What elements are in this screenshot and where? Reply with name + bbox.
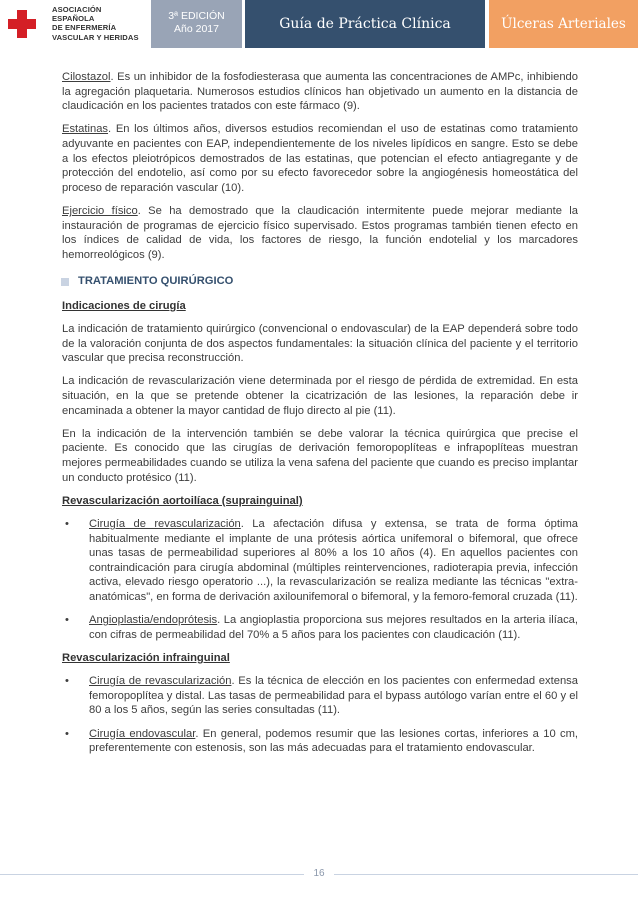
list-item	[62, 674, 578, 718]
list-item	[62, 517, 578, 605]
bullet-icon: •	[65, 518, 69, 530]
list-text: . En general, podemos resumir que las lesiones cortas, inferiores a 10 cm, preferentemente con estenosis, son las más adecuadas para el tratamiento endovascular.	[89, 727, 579, 755]
logo-line: ASOCIACIÓN	[52, 5, 102, 14]
paragraph-ejercicio	[62, 204, 578, 262]
list-item	[62, 727, 578, 756]
paragraph-text: . Se ha demostrado que la claudicación intermitente puede mejorar mediante la instauración de programas de ejercicio físico supervisado. Estos programas también tienen efecto en los índices de calidad de vida, los factores de riesgo, la función endotelial y los marcadores hemorreológicos (9).	[62, 204, 578, 261]
indications-heading: Indicaciones de cirugía	[62, 299, 186, 312]
square-bullet-icon	[61, 278, 69, 286]
logo-line: DE ENFERMERÍA	[52, 23, 117, 33]
term-estatinas: Estatinas	[62, 123, 109, 136]
list-text: . La angioplastia proporciona sus mejores resultados en la arteria ilíaca, con cifras de permeabilidad del 70% a 5 años para los pacientes con claudicación (11).	[89, 614, 578, 641]
edition-label: 3ª EDICIÓN	[168, 10, 225, 22]
paragraph-estatinas	[62, 122, 578, 195]
indications-paragraph: La indicación de revascularización viene determinada por el riesgo de pérdida de extremidad. En esta situación, en la que se pretende obtener la cicatrización de las lesiones, la reparación debe ir encaminada a obtener la mayor cantidad de flujo directo al pie (11).	[62, 375, 578, 417]
logo-line: VASCULAR Y HERIDAS	[52, 32, 139, 42]
page-content	[62, 70, 578, 764]
bullet-icon: •	[65, 727, 69, 740]
list-text: . Es la técnica de elección en los pacientes con enfermedad extensa femoropoplítea y distal. Las tasas de permeabilidad para el bypass autólogo varían entre el 60 y el 80 a los 5 años, según las series consultadas (11).	[89, 675, 578, 717]
list-term: Cirugía de revascularización	[89, 518, 241, 530]
section-title: TRATAMIENTO QUIRÚRGICO	[78, 275, 234, 288]
logo-line: ESPAÑOLA	[52, 14, 95, 24]
section-heading	[62, 274, 578, 289]
term-ejercicio: Ejercicio físico	[62, 204, 138, 217]
list-term: Cirugía endovascular	[89, 727, 196, 740]
indications-paragraph: La indicación de tratamiento quirúrgico (convencional o endovascular) de la EAP dependerá sobre todo de la valoración conjunta de dos aspectos fundamentales: la situación clínica del paciente y el territorio vascular que precisa reconstrucción.	[62, 323, 578, 365]
association-logo	[4, 4, 144, 44]
topic-title: Úlceras Arteriales	[489, 0, 638, 48]
infrainguinal-list	[62, 674, 578, 756]
list-item	[62, 613, 578, 642]
bullet-icon: •	[65, 675, 69, 688]
paragraph-text: . En los últimos años, diversos estudios recomiendan el uso de estatinas como tratamiento adyuvante en pacientes con EAP, independientemente de los niveles lipídicos en sangre. Esto se debe a los efectos pleiotrópicos demostrados de las estatinas, que potencian el efecto antiagregante y de protección del endotelio, así como por su efecto favorecedor sobre la angiogénesis homeostática del proceso de reparación vascular (10).	[62, 123, 578, 194]
list-term: Angioplastia/endoprótesis	[89, 614, 218, 627]
list-text: . La afectación difusa y extensa, se trata de forma óptima habitualmente mediante el implante de una prótesis aórtica unifemoral o bifemoral, que ofrece unas tasas de permeabilidad superiores al 80% a los 10 años (4). En aquellos pacientes con contraindicación para cirugía abdominal (múltiples reintervenciones, radioterapia previa, infección activa, elevado riesgo operatorio ...), la revascularización se realiza mediante las técnicas "extra-anatómicas", en forma de derivación axilounifemoral o bifemoral, y la femoro-femoral cruzada (11).	[89, 518, 578, 603]
paragraph-text: . Es un inhibidor de la fosfodiesterasa que aumenta las concentraciones de AMPc, inhibiendo la agregación plaquetaria. Numerosos estudios clínicos han objetivado un aumento en la distancia de claudicación en los pacientes tratados con este fármaco (9).	[62, 71, 578, 113]
edition-year: Año 2017	[174, 23, 219, 35]
aortoiliac-list	[62, 517, 578, 642]
red-cross-icon	[8, 10, 36, 38]
page-header	[0, 0, 638, 48]
aortoiliac-heading: Revascularización aortoilíaca (suprainguinal)	[62, 494, 303, 507]
page-number: 16	[304, 865, 334, 883]
edition-badge	[151, 0, 242, 48]
term-cilostazol: Cilostazol	[62, 71, 111, 83]
infrainguinal-heading: Revascularización infrainguinal	[62, 651, 230, 664]
guide-title: Guía de Práctica Clínica	[245, 0, 485, 48]
list-term: Cirugía de revascularización	[89, 675, 232, 688]
bullet-icon: •	[65, 614, 69, 627]
paragraph-cilostazol	[62, 70, 578, 114]
logo-text	[52, 5, 139, 42]
indications-paragraph: En la indicación de la intervención también se debe valorar la técnica quirúrgica que precise el paciente. Es conocido que las cirugías de derivación femoropoplíteas e infrapoplíteas muestran mejores permeabilidades cuando se utiliza la vena safena del paciente que cuando es preciso implantar un conducto protésico (11).	[62, 427, 578, 484]
